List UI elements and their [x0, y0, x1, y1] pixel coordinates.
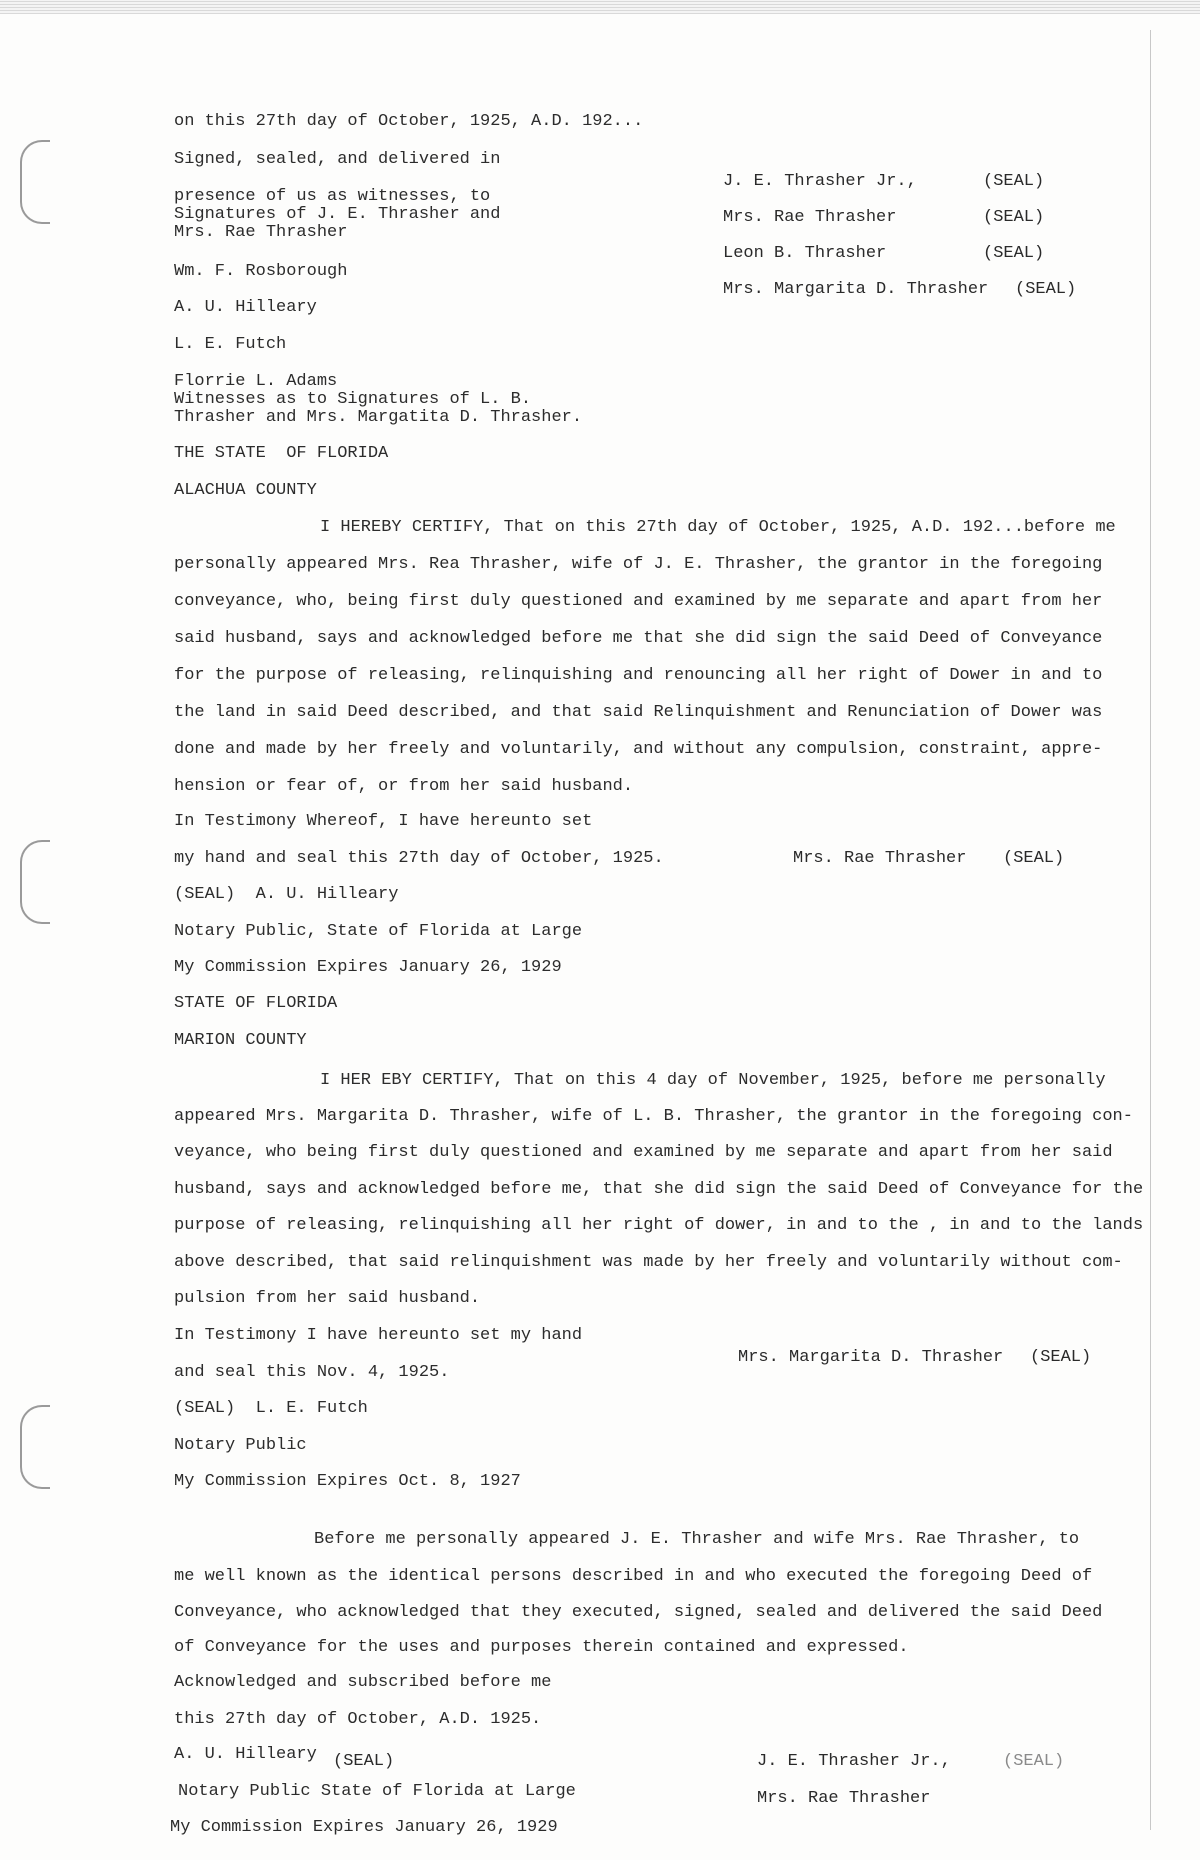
ack3-notary-1: A. U. Hilleary — [174, 1745, 317, 1764]
ack2-testimony-2: and seal this Nov. 4, 1925. — [174, 1363, 450, 1382]
witness-name: L. E. Futch — [174, 335, 287, 354]
scan-top-border — [0, 0, 1200, 14]
ack2-line: appeared Mrs. Margarita D. Thrasher, wife of L. B. Thrasher, the grantor in the foregoing con- — [174, 1107, 1133, 1126]
grantor-name: Mrs. Rae Thrasher — [723, 208, 897, 227]
grantor-seal: (SEAL) — [983, 172, 1045, 191]
ack1-line: I HEREBY CERTIFY, That on this 27th day of October, 1925, A.D. 192...before me — [320, 518, 1116, 537]
signed-line-1: Signed, sealed, and delivered in — [174, 150, 501, 169]
ack2-county: MARION COUNTY — [174, 1031, 307, 1050]
ack1-signer: Mrs. Rae Thrasher — [793, 849, 967, 868]
ack2-line: purpose of releasing, relinquishing all her right of dower, in and to the , in and to the lands — [174, 1216, 1144, 1235]
ack1-notary-3: My Commission Expires January 26, 1929 — [174, 958, 562, 977]
ack1-notary-1: (SEAL) A. U. Hilleary — [174, 885, 399, 904]
ack3-line: me well known as the identical persons described in and who executed the foregoing Deed of — [174, 1567, 1093, 1586]
signed-line-2: presence of us as witnesses, to — [174, 187, 491, 206]
ack2-notary-3: My Commission Expires Oct. 8, 1927 — [174, 1472, 521, 1491]
ack1-notary-2: Notary Public, State of Florida at Large — [174, 922, 583, 941]
page-right-edge — [1150, 30, 1151, 1830]
ack2-signer-seal: (SEAL) — [1030, 1348, 1092, 1367]
ack2-testimony-1: In Testimony I have hereunto set my hand — [174, 1326, 583, 1345]
signed-line-3: Signatures of J. E. Thrasher and — [174, 205, 501, 224]
binder-hole-top — [20, 140, 50, 224]
ack3-ack-1: Acknowledged and subscribed before me — [174, 1673, 552, 1692]
ack3-notary-2: Notary Public State of Florida at Large — [178, 1782, 576, 1801]
ack2-signer: Mrs. Margarita D. Thrasher — [738, 1348, 1004, 1367]
grantor-seal: (SEAL) — [1015, 280, 1077, 299]
grantor-name: Leon B. Thrasher — [723, 244, 887, 263]
ack3-signer-1-seal: (SEAL) — [1003, 1752, 1065, 1771]
witness-block-line-3: Thrasher and Mrs. Margatita D. Thrasher. — [174, 408, 583, 427]
ack1-signer-seal: (SEAL) — [1003, 849, 1065, 868]
ack1-line: done and made by her freely and voluntarily, and without any compulsion, constraint, appre- — [174, 740, 1103, 759]
grantor-name: Mrs. Margarita D. Thrasher — [723, 280, 989, 299]
signed-line-4: Mrs. Rae Thrasher — [174, 223, 348, 242]
ack1-line: for the purpose of releasing, relinquishing and renouncing all her right of Dower in and to — [174, 666, 1103, 685]
ack2-line: I HER EBY CERTIFY, That on this 4 day of November, 1925, before me personally — [320, 1071, 1106, 1090]
ack2-notary-2: Notary Public — [174, 1436, 307, 1455]
ack3-ack-2: this 27th day of October, A.D. 1925. — [174, 1710, 542, 1729]
ack1-line: conveyance, who, being first duly questioned and examined by me separate and apart from her — [174, 592, 1103, 611]
witness-block-line-2: Witnesses as to Signatures of L. B. — [174, 390, 532, 409]
binder-hole-bottom — [20, 1405, 50, 1489]
ack3-line: Before me personally appeared J. E. Thrasher and wife Mrs. Rae Thrasher, to — [314, 1530, 1080, 1549]
intro-date-line: on this 27th day of October, 1925, A.D. 192... — [174, 112, 644, 131]
ack1-line: the land in said Deed described, and that said Relinquishment and Renunciation of Dower was — [174, 703, 1103, 722]
ack1-line: hension or fear of, or from her said husband. — [174, 777, 634, 796]
ack1-testimony-1: In Testimony Whereof, I have hereunto set — [174, 812, 593, 831]
grantor-seal: (SEAL) — [983, 244, 1045, 263]
ack2-notary-1: (SEAL) L. E. Futch — [174, 1399, 368, 1418]
binder-hole-middle — [20, 840, 50, 924]
ack1-testimony-2: my hand and seal this 27th day of October, 1925. — [174, 849, 664, 868]
ack1-line: said husband, says and acknowledged before me that she did sign the said Deed of Conveyance — [174, 629, 1103, 648]
ack2-line: above described, that said relinquishment was made by her freely and voluntarily without com- — [174, 1253, 1123, 1272]
ack3-line: of Conveyance for the uses and purposes therein contained and expressed. — [174, 1638, 909, 1657]
witness-block-line-1: Florrie L. Adams — [174, 372, 338, 391]
ack3-notary-3: My Commission Expires January 26, 1929 — [170, 1818, 558, 1837]
ack3-line: Conveyance, who acknowledged that they executed, signed, sealed and delivered the said Deed — [174, 1603, 1103, 1622]
ack2-line: veyance, who being first duly questioned and examined by me separate and apart from her said — [174, 1143, 1113, 1162]
witness-name: Wm. F. Rosborough — [174, 262, 348, 281]
ack1-county: ALACHUA COUNTY — [174, 481, 317, 500]
witness-name: A. U. Hilleary — [174, 298, 317, 317]
ack3-signer-2: Mrs. Rae Thrasher — [757, 1789, 931, 1808]
ack2-line: pulsion from her said husband. — [174, 1289, 481, 1308]
ack2-state: STATE OF FLORIDA — [174, 994, 338, 1013]
ack3-signer-1: J. E. Thrasher Jr., — [757, 1752, 951, 1771]
ack1-state: THE STATE OF FLORIDA — [174, 444, 389, 463]
grantor-seal: (SEAL) — [983, 208, 1045, 227]
ack3-notary-seal: (SEAL) — [333, 1752, 395, 1771]
grantor-name: J. E. Thrasher Jr., — [723, 172, 917, 191]
ack2-line: husband, says and acknowledged before me, that she did sign the said Deed of Conveyance for the — [174, 1180, 1144, 1199]
ack1-line: personally appeared Mrs. Rea Thrasher, wife of J. E. Thrasher, the grantor in the foregoing — [174, 555, 1103, 574]
